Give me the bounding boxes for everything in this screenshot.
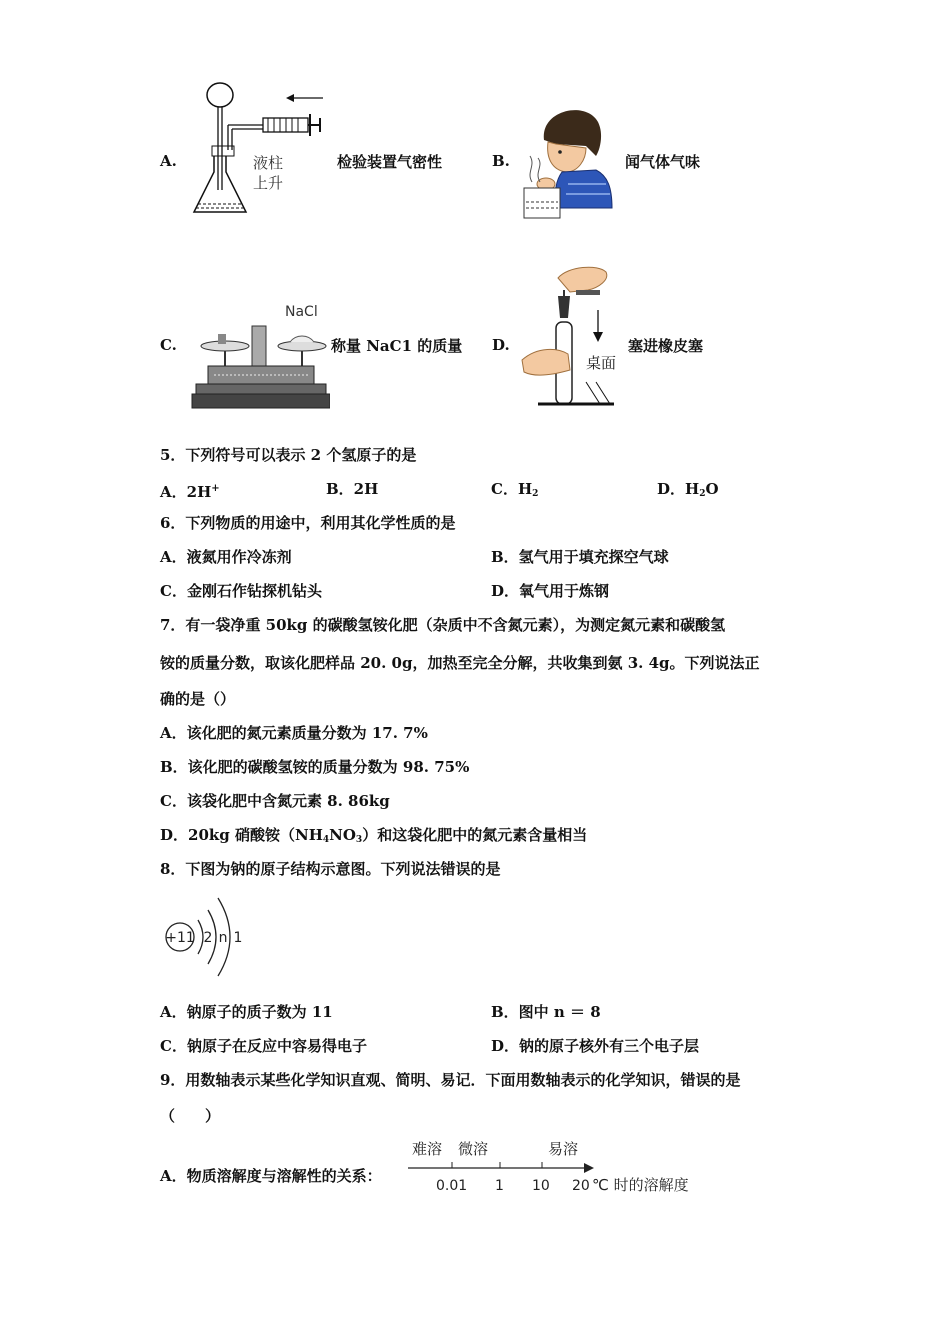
q5-option-c: C．$H_2$ <box>491 480 539 499</box>
tabletop-label: 桌面 <box>586 354 617 372</box>
shell3-electrons: 1 <box>233 930 243 946</box>
q6-option-c: C．金刚石作钻探机钻头 <box>160 582 322 600</box>
tick-1: 1 <box>495 1178 504 1194</box>
q7-stem-line1: 7．有一袋净重 50kg 的碳酸氢铵化肥（杂质中不含氮元素），为测定氮元素和碳酸氢 <box>160 616 726 634</box>
q6-option-a: A．液氮用作冷冻剂 <box>160 548 292 566</box>
solubility-number-axis <box>400 1130 720 1200</box>
q8-option-d: D．钠的原子核外有三个电子层 <box>491 1037 700 1055</box>
q8-option-b: B．图中 n ＝ 8 <box>491 1003 601 1021</box>
axis-label-slightly-soluble: 微溶 <box>458 1140 489 1158</box>
q9-option-a: A．物质溶解度与溶解性的关系： <box>160 1167 382 1185</box>
q6-option-d: D．氧气用于炼钢 <box>491 582 610 600</box>
option-b-letter: B. <box>492 152 510 170</box>
q7-stem-line2: 铵的质量分数，取该化肥样品 20. 0g，加热至完全分解，共收集到氨 3. 4g。下列说法正 <box>160 654 760 672</box>
q5-option-a: A．2H+ <box>160 483 220 501</box>
q9-stem-line2: （ ） <box>160 1107 221 1125</box>
smell-gas-boy-figure <box>516 100 616 220</box>
option-c-letter: C. <box>160 336 177 354</box>
axis-label-soluble: 易溶 <box>548 1140 579 1158</box>
tick-10: 10 <box>532 1178 550 1194</box>
q8-option-c: C．钠原子在反应中容易得电子 <box>160 1037 367 1055</box>
option-b-caption: 闻气体气味 <box>625 153 701 171</box>
q7-option-a: A．该化肥的氮元素质量分数为 17. 7% <box>160 724 428 742</box>
q5-option-b: B．2H <box>326 480 379 498</box>
q7-option-d: D．20kg 硝酸铵$(NH_4NO_3)$和这袋化肥中的氮元素含量相当 <box>160 826 588 845</box>
airtight-check-apparatus-figure <box>188 80 338 220</box>
q7-option-c: C．该袋化肥中含氮元素 8. 86kg <box>160 792 390 810</box>
q5-stem: 5．下列符号可以表示 2 个氢原子的是 <box>160 446 417 464</box>
tick-20: 20 <box>572 1178 590 1194</box>
axis-unit-label: ℃ 时的溶解度 <box>592 1176 689 1194</box>
q8-stem: 8．下图为钠的原子结构示意图。下列说法错误的是 <box>160 860 501 878</box>
shell1-electrons: 2 <box>203 930 213 946</box>
option-c-caption: 称量 NaC1 的质量 <box>331 337 463 355</box>
q9-stem-line1: 9．用数轴表示某些化学知识直观、简明、易记．下面用数轴表示的化学知识，错误的是 <box>160 1071 741 1089</box>
liquid-column-label-line2: 上升 <box>253 174 284 192</box>
option-a-caption: 检验装置气密性 <box>337 153 443 171</box>
q6-stem: 6．下列物质的用途中，利用其化学性质的是 <box>160 514 456 532</box>
option-d-caption: 塞进橡皮塞 <box>628 337 704 355</box>
nucleus-charge: +11 <box>165 930 195 946</box>
insert-stopper-figure <box>518 262 628 412</box>
balance-scale-figure <box>190 298 330 414</box>
shell2-electrons: n <box>218 930 228 946</box>
q7-option-b: B．该化肥的碳酸氢铵的质量分数为 98. 75% <box>160 758 470 776</box>
q7-stem-line3: 确的是（） <box>160 690 236 708</box>
option-d-letter: D. <box>492 336 510 354</box>
q5-option-d: D．$H_2O$ <box>657 480 719 499</box>
q6-option-b: B．氢气用于填充探空气球 <box>491 548 669 566</box>
liquid-column-label-line1: 液柱 <box>253 154 284 172</box>
option-a-letter: A. <box>160 152 177 170</box>
sodium-atom-structure-diagram <box>162 892 252 982</box>
nacl-label: NaCl <box>285 304 318 320</box>
axis-label-insoluble: 难溶 <box>412 1140 443 1158</box>
q8-option-a: A．钠原子的质子数为 11 <box>160 1003 333 1021</box>
tick-0-01: 0.01 <box>436 1178 468 1194</box>
